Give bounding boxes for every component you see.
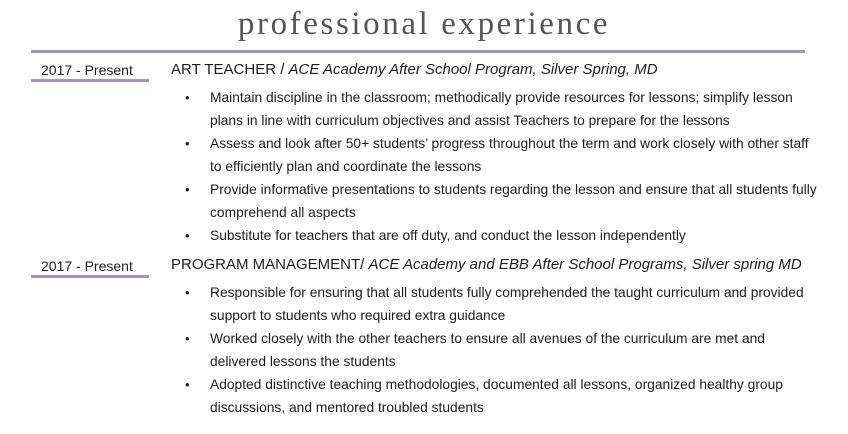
- bullet-text: Responsible for ensuring that all students fully comprehended the taught curriculum and provided support to students who required extra guidance: [210, 285, 804, 323]
- list-item: [171, 224, 821, 247]
- list-item: [171, 373, 821, 419]
- bullet-text: Maintain discipline in the classroom; methodically provide resources for lessons; simplify lesson plans in line with curriculum objectives and assist Teachers to prepare for the lessons: [210, 90, 793, 128]
- bullet-text: Substitute for teachers that are off duty, and conduct the lesson independently: [210, 228, 686, 243]
- job-organization: ACE Academy After School Program, Silver Spring, MD: [288, 61, 658, 78]
- list-item: [171, 178, 821, 224]
- job-title: [171, 255, 802, 275]
- list-item: [171, 132, 821, 178]
- bullet-icon: •: [185, 377, 190, 392]
- bullet-text: Assess and look after 50+ students’ progress throughout the term and work closely with other staff to efficiently plan and coordinate the lessons: [210, 136, 809, 174]
- date-underline: [31, 275, 149, 278]
- date-underline: [31, 79, 149, 82]
- list-item: [171, 86, 821, 132]
- bullet-icon: •: [185, 331, 190, 346]
- job-date: 2017 - Present: [41, 62, 133, 78]
- bullet-text: Provide informative presentations to students regarding the lesson and ensure that all students fully comprehend all aspects: [210, 182, 817, 220]
- job-title: [171, 60, 658, 80]
- job-organization: ACE Academy and EBB After School Programs, Silver spring MD: [368, 256, 802, 273]
- job-role: ART TEACHER /: [171, 61, 289, 78]
- bullet-icon: •: [185, 285, 190, 300]
- section-heading: professional experience: [237, 6, 611, 42]
- bullet-text: Adopted distinctive teaching methodologies, documented all lessons, organized healthy group discussions, and mentored troubled students: [210, 377, 783, 415]
- bullet-icon: •: [185, 136, 190, 151]
- list-item: [171, 281, 821, 327]
- bullet-text: Worked closely with the other teachers to ensure all avenues of the curriculum are met and delivered lessons the students: [210, 331, 765, 369]
- bullet-icon: •: [185, 182, 190, 197]
- list-item: [171, 327, 821, 373]
- heading-divider: [31, 50, 805, 53]
- bullet-icon: •: [185, 228, 190, 243]
- job-bullet-list: [171, 86, 821, 247]
- bullet-icon: •: [185, 90, 190, 105]
- job-date: 2017 - Present: [41, 258, 133, 274]
- job-role: PROGRAM MANAGEMENT/: [171, 256, 369, 273]
- job-bullet-list: [171, 281, 821, 419]
